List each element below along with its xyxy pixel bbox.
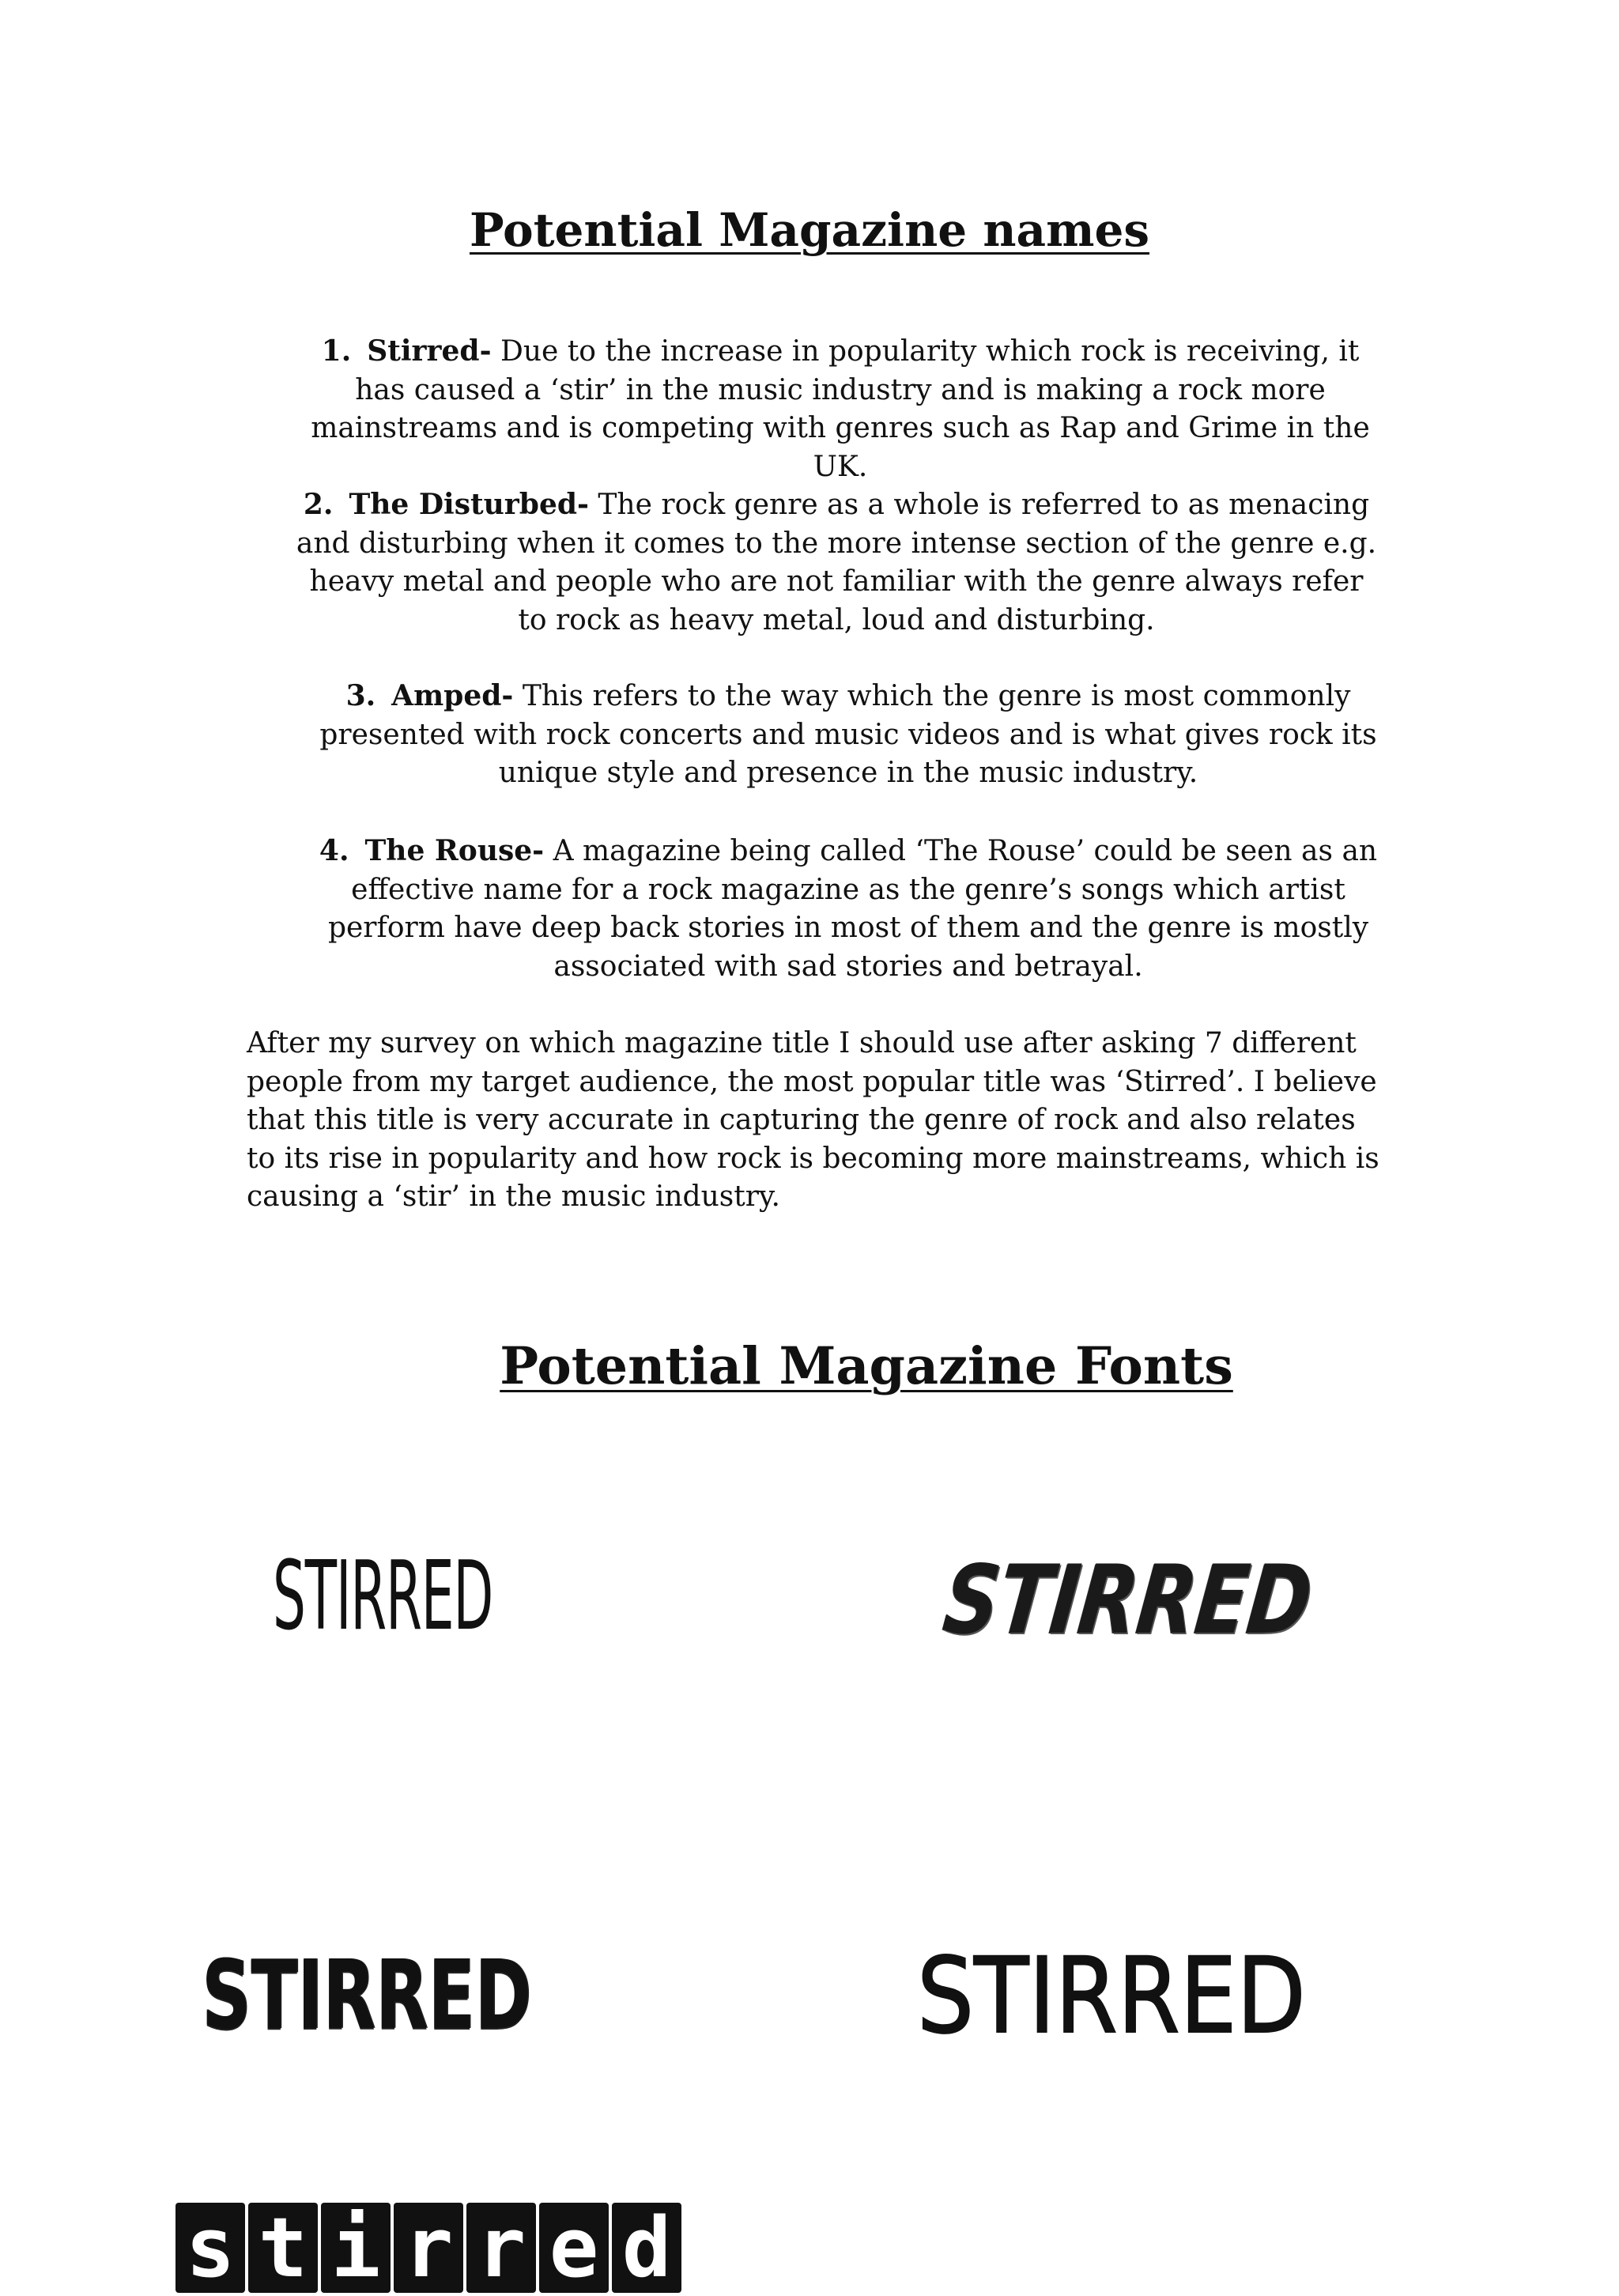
name-option-1 bbox=[300, 332, 1380, 486]
font-sample-brush: STIRRED bbox=[202, 1941, 532, 2051]
name-option-text: The rock genre as a whole is referred to as menacing and disturbing when it comes to the more intense section of the genre e.g. heavy metal and people who are not familiar with the genre always refer to rock as heavy metal, loud and disturbing. bbox=[296, 489, 1377, 636]
font-sample-condensed: STIRRED bbox=[273, 1542, 493, 1652]
names-heading: Potential Magazine names bbox=[469, 203, 1150, 257]
name-option-text: A magazine being called ‘The Rouse’ could be seen as an effective name for a rock magazine as the genre’s songs which artist perform have deep back stories in most of them and the genre is mostly associated with sad stories and betrayal. bbox=[327, 835, 1378, 983]
name-option-4 bbox=[316, 832, 1380, 986]
name-option-label: Stirred- bbox=[367, 334, 492, 368]
stamped-letter: i bbox=[321, 2203, 391, 2293]
name-option-label: Amped- bbox=[391, 679, 514, 712]
font-sample-marker: STIRRED bbox=[917, 1935, 1306, 2057]
survey-conclusion: After my survey on which magazine title I should use after asking 7 different people from my target audience, the most popular title was ‘Stirred’. I believe that this title is very accurate in capturing the genre of rock and also relates to its rise in popularity and how rock is becoming more mainstreams, which is causing a ‘stir’ in the music industry. bbox=[247, 1027, 1379, 1213]
name-option-2 bbox=[292, 485, 1380, 640]
name-option-label: The Rouse- bbox=[364, 834, 545, 867]
name-option-label: The Disturbed- bbox=[349, 488, 589, 521]
name-option-number: 1. bbox=[321, 334, 352, 368]
name-option-number: 3. bbox=[345, 679, 376, 712]
stamped-letter: e bbox=[539, 2203, 609, 2293]
stamped-letter: s bbox=[175, 2203, 245, 2293]
name-option-number: 4. bbox=[319, 834, 349, 867]
name-option-text: This refers to the way which the genre is most commonly presented with rock concerts and music videos and is what gives rock its unique style and presence in the music industry. bbox=[319, 680, 1377, 789]
font-sample-stamped bbox=[175, 2200, 681, 2296]
stamped-letter: d bbox=[612, 2203, 681, 2293]
name-option-number: 2. bbox=[303, 488, 334, 521]
stamped-letter: r bbox=[466, 2203, 536, 2293]
fonts-heading: Potential Magazine Fonts bbox=[500, 1336, 1233, 1396]
stamped-letter: t bbox=[248, 2203, 318, 2293]
stamped-letter: r bbox=[394, 2203, 463, 2293]
name-option-text: Due to the increase in popularity which rock is receiving, it has caused a ‘stir’ in the music industry and is making a rock more mainstreams and is competing with genres such as Rap and Grime in the UK. bbox=[311, 335, 1370, 483]
name-option-3 bbox=[316, 677, 1380, 793]
font-sample-scratchy: STIRRED bbox=[938, 1546, 1318, 1656]
